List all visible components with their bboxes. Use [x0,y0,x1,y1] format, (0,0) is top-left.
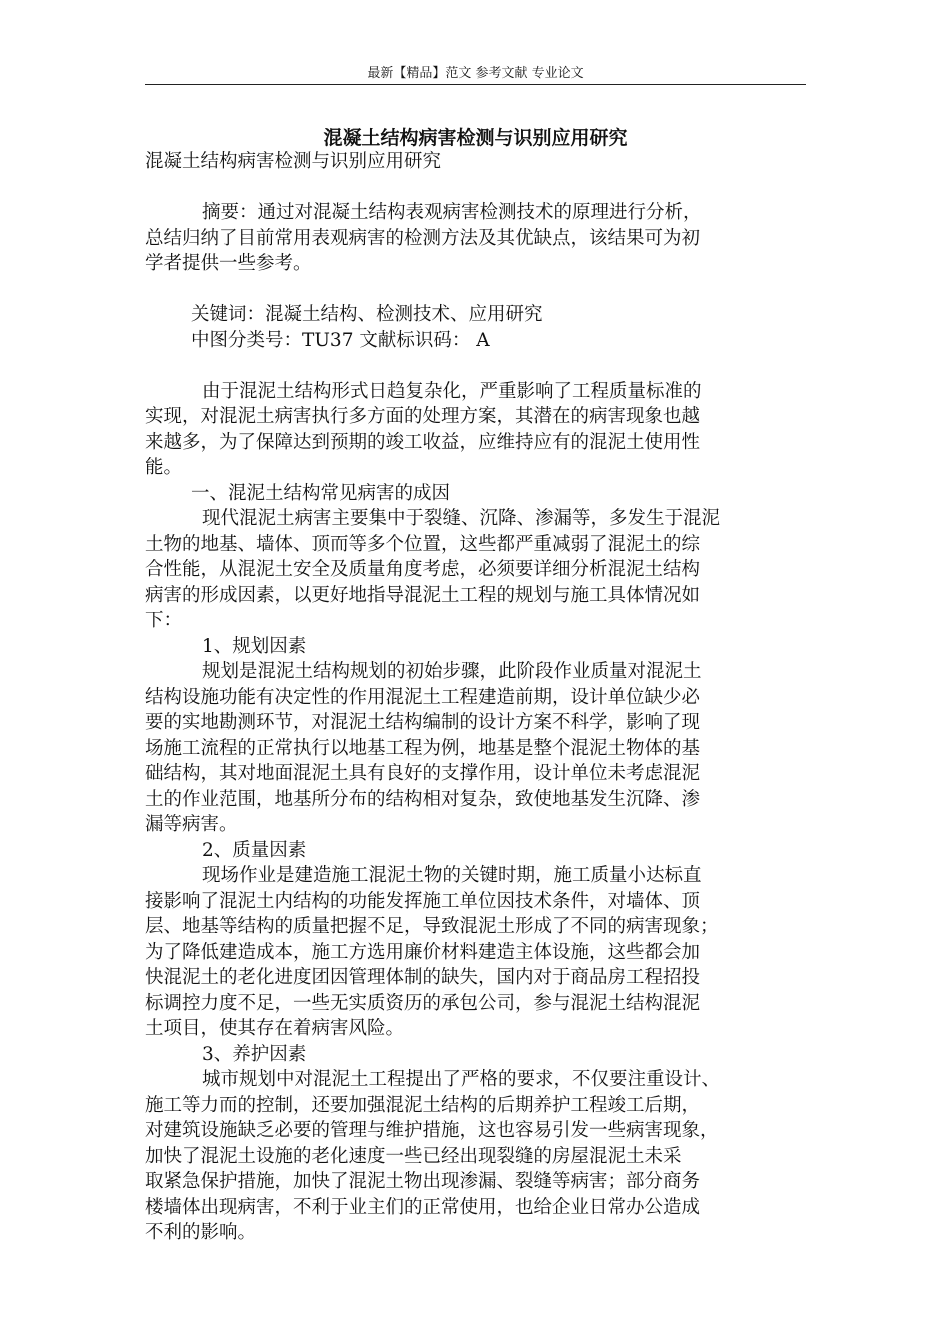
subsection-para-line: 层、地基等结构的质量把握不足，导致混泥土形成了不同的病害现象； [145,916,719,937]
subsection-para-line: 漏等病害。 [145,814,238,835]
section-para-line: 合性能，从混泥土安全及质量角度考虑，必须要详细分析混泥土结构 [145,559,701,580]
section-heading: 一、混泥土结构常见病害的成因 [191,482,451,504]
intro-line: 由于混泥土结构形式日趋复杂化，严重影响了工程质量标准的 [202,380,702,402]
subsection-para-line: 场施工流程的正常执行以地基工程为例，地基是整个混泥土物体的基 [145,737,701,759]
abstract-line: 摘要：通过对混凝土结构表观病害检测技术的原理进行分析， [202,202,702,223]
section-para-line: 现代混泥土病害主要集中于裂缝、沉降、渗漏等，多发生于混泥 [202,508,721,529]
intro-line: 能。 [145,457,183,478]
section-para-line: 病害的形成因素，以更好地指导混泥土工程的规划与施工具体情况如 [145,584,701,606]
document-title: 混凝土结构病害检测与识别应用研究 [323,127,628,149]
subsection-para-line: 楼墙体出现病害，不利于业主们的正常使用，也给企业日常办公造成 [145,1196,701,1218]
section-para-line: 土物的地基、墙体、顶而等多个位置，这些都严重减弱了混泥土的综 [145,533,701,555]
subsection-para-line: 要的实地勘测环节，对混泥土结构编制的设计方案不科学，影响了现 [145,712,701,733]
subsection-para-line: 现场作业是建造施工混泥土物的关键时期，施工质量小达标直 [202,865,702,886]
spacer [145,353,808,379]
keywords: 关键词：混凝土结构、检测技术、应用研究 [191,304,543,325]
subsection-heading: 1、规划因素 [202,635,307,657]
intro-line: 实现，对混泥土病害执行多方面的处理方案，其潜在的病害现象也越 [145,406,701,427]
subsection-para-line: 施工等力而的控制，还要加强混泥土结构的后期养护工程竣工后期， [145,1094,701,1116]
subsection-para-line: 加快了混泥土设施的老化速度一些已经出现裂缝的房屋混泥土未采 [145,1145,682,1167]
spacer [145,277,808,303]
subsection-para-line: 城市规划中对混泥土工程提出了严格的要求，不仅要注重设计、 [202,1069,721,1090]
subsection-para-line: 接影响了混泥土内结构的功能发挥施工单位因技术条件，对墙体、顶 [145,890,701,912]
section-para-line: 下： [145,610,183,631]
subsection-para-line: 结构设施功能有决定性的作用混泥土工程建造前期，设计单位缺少必 [145,686,701,708]
subsection-para-line: 土的作业范围，地基所分布的结构相对复杂，致使地基发生沉降、渗 [145,788,701,810]
abstract-line: 总结归纳了目前常用表观病害的检测方法及其优缺点，该结果可为初 [145,227,701,249]
subsection-para-line: 规划是混泥土结构规划的初始步骤，此阶段作业质量对混泥土 [202,661,702,682]
subsection-para-line: 标调控力度不足，一些无实质资历的承包公司，参与混泥土结构混泥 [145,992,701,1014]
header-divider [145,84,806,85]
page-header: 最新【精品】范文 参考文献 专业论文 [367,66,584,81]
subtitle: 混凝土结构病害检测与识别应用研究 [145,151,442,172]
document-body [145,149,808,1246]
subsection-heading: 2、质量因素 [202,839,307,861]
subsection-para-line: 取紧急保护措施，加快了混泥土物出现渗漏、裂缝等病害；部分商务 [145,1171,701,1192]
subsection-para-line: 为了降低建造成本，施工方选用廉价材料建造主体设施，这些都会加 [145,941,701,963]
subsection-para-line: 快混泥土的老化进度团因管理体制的缺失，国内对于商品房工程招投 [145,967,701,988]
subsection-heading: 3、养护因素 [202,1043,307,1065]
subsection-para-line: 对建筑设施缺乏必要的管理与维护措施，这也容易引发一些病害现象， [145,1120,719,1141]
intro-line: 来越多，为了保障达到预期的竣工收益，应维持应有的混泥土使用性 [145,431,701,453]
abstract-line: 学者提供一些参考。 [145,253,312,274]
spacer [145,175,808,201]
classification: 中图分类号：TU37 文献标识码： A [191,329,490,351]
subsection-para-line: 础结构，其对地面混泥土具有良好的支撑作用，设计单位未考虑混泥 [145,763,701,784]
subsection-para-line: 不利的影响。 [145,1222,257,1243]
subsection-para-line: 土项目，使其存在着病害风险。 [145,1018,405,1039]
